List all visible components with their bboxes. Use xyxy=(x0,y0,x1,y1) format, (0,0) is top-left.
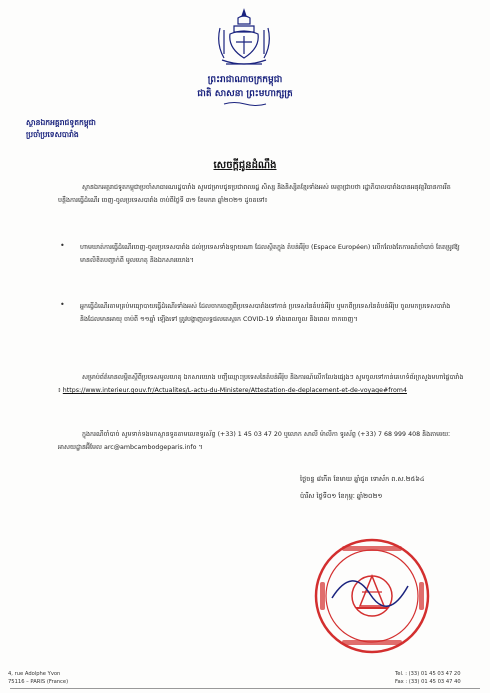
ornament-divider xyxy=(222,101,268,107)
embassy-name: ស្ថានឯកអគ្គរាជទូតកម្ពុជា xyxy=(26,118,96,127)
footer-tel: Tel. : (33) 01 45 03 47 20 xyxy=(395,671,461,677)
official-stamp-icon xyxy=(312,536,432,656)
footer-address xyxy=(8,670,68,686)
solar-date: ប៉ារីស ថ្ងៃទី០១ ខែកុម្ភៈ ឆ្នាំ២០២១ xyxy=(300,492,383,500)
royal-emblem-icon xyxy=(212,8,276,70)
bullet-marker: • xyxy=(60,300,65,309)
footer-fax: Fax : (33) 01 45 03 47 40 xyxy=(395,679,461,685)
info-text: សម្រាប់ព័ត៌មានលម្អិតស្តីពីប្រទេសមូលហេតុ ឯកសារយោង បញ្ជីឈ្មោះប្រទេសនៃតំបន់អឺរ៉ុប និងការណ៍លើកលែងផ្សេងៗ សូមចូលទៅកាន់គេហទំព័រក្រសួងមហាផ្ទៃបារាំង ៖ xyxy=(58,374,464,394)
bullet-item-1: ហាមឃាត់ការធ្វើដំណើរចេញ-ចូលប្រទេសបារាំង ដល់ប្រទេសទាំងឡាយណា ដែលស្ថិតក្នុង តំបន់អឺរ៉ុប (Espace Européen) លើកលែងតែការណ៍ចាំបាច់ តែតម្រូវឱ្យមានលិខិតបញ្ជាក់ពី មូលហេតុ និងឯកសារយោង។ xyxy=(80,244,460,264)
footer-contact xyxy=(395,670,461,686)
lunar-date: ថ្ងៃចន្ទ ៨កើត ខែមាឃ ឆ្នាំជូត ទោស័ក ព.ស.២៥៦៤ xyxy=(300,475,425,483)
address-street: 4, rue Adolphe Yvon xyxy=(8,671,61,677)
contact-paragraph: ក្នុងករណីចាំបាច់ សូមទាក់ទងមកស្ថានទូតតាមលេខទូរស័ព្ទ (+33) 1 45 03 47 20 ឬលោក សាលី ម៉ាលីកា ទូរស័ព្ទ (+33) 7 68 999 408 និងតាមរយៈអាសយដ្ឋានអ៊ីមែល arc@ambcambodgeparis.info ។ xyxy=(58,431,450,451)
footer-divider xyxy=(10,688,480,689)
ministry-link[interactable]: https://www.interieur.gouv.fr/Actualites/L-actu-du-Ministere/Attestation-de-deplacement-et-de-voyage#from4 xyxy=(62,387,407,394)
bullet-marker: • xyxy=(60,241,65,250)
address-city: 75116 – PARIS (France) xyxy=(8,679,69,685)
document-title: សេចក្តីជូនដំណឹង xyxy=(213,160,277,171)
info-paragraph xyxy=(58,371,468,397)
kingdom-name: ព្រះរាជាណាចក្រកម្ពុជា xyxy=(207,75,283,85)
national-motto: ជាតិ សាសនា ព្រះមហាក្សត្រ xyxy=(197,89,293,99)
intro-paragraph: ស្ថានឯកអគ្គរាជទូតកម្ពុជាប្រចាំសាធារណរដ្ឋបារាំង សូមជម្រាបជូនប្រជាពលរដ្ឋ សិស្ស និងនិស្សិតខ្មែរទាំងអស់ មេត្តាជ្រាបថា រដ្ឋាភិបាលបារាំងបានអនុវត្តវិធានការរឹតបន្តឹងការធ្វើដំណើរ ចេញ-ចូលប្រទេសបារាំង ចាប់ពីថ្ងៃទី ៣១ ខែមករា ឆ្នាំ២០២១ ដូចតទៅ៖ xyxy=(58,184,451,204)
bullet-item-2: អ្នកធ្វើដំណើរតាមគ្រប់មធ្យោបាយធ្វើដំណើរទាំងអស់ ដែលចាកចេញពីប្រទេសបារាំងទៅកាន់ ប្រទេសនៃតំបន់អឺរ៉ុប ឬមកពីប្រទេសនៃតំបន់អឺរ៉ុប ចូលមកប្រទេសបារាំង និងដែលមានអាយុ ចាប់ពី ១១ឆ្នាំ ឡើងទៅ ត្រូវបង្ហាញលទ្ធផលតេស្តរក COVID-19 ទាំងពេលចូល និងពេល ចាកចេញ។ xyxy=(80,303,451,323)
embassy-location: ប្រចាំប្រទេសបារាំង xyxy=(26,130,79,139)
